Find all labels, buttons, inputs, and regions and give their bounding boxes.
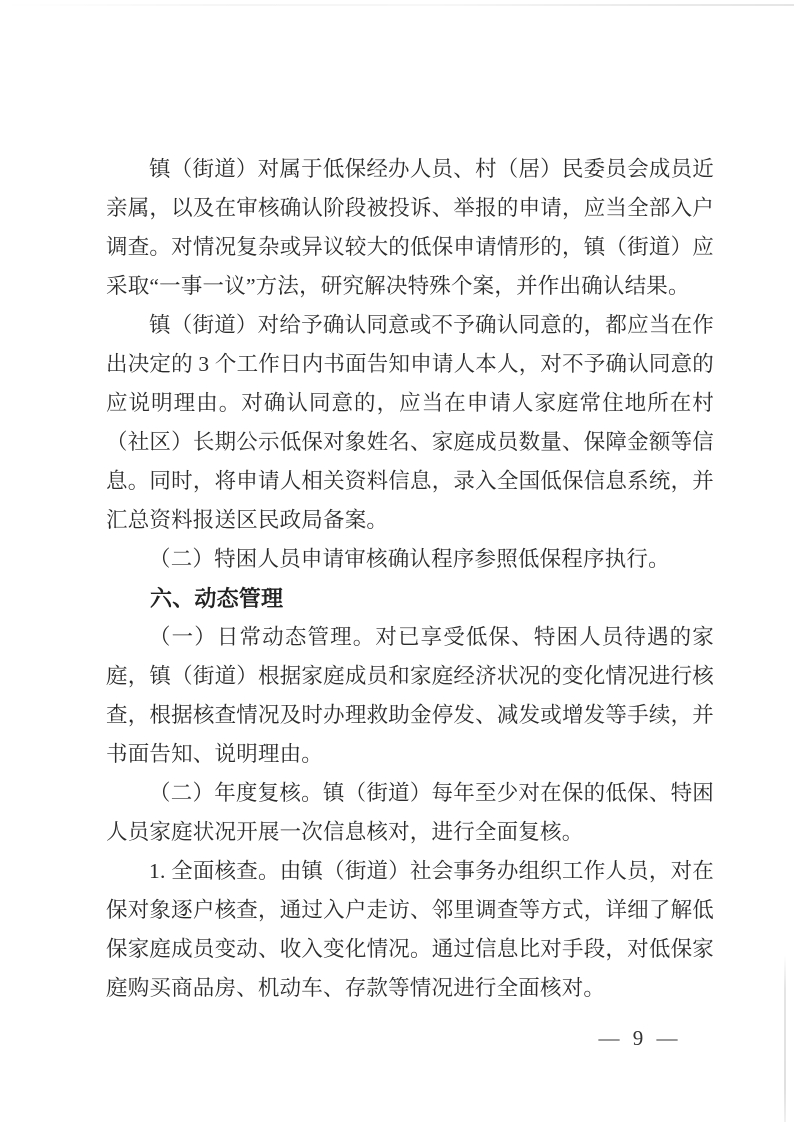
paragraph-household-investigation: 镇（街道）对属于低保经办人员、村（居）民委员会成员近亲属，以及在审核确认阶段被投诉、举报的申请，应当全部入户调查。对情况复杂或异议较大的低保申请情形的，镇（街道）应采取“一事一议”方法，研究解决特殊个案，并作出确认结果。 [106, 157, 714, 298]
scan-edge-top [0, 4, 794, 6]
paragraph-daily-dynamic-management: （一）日常动态管理。对已享受低保、特困人员待遇的家庭，镇（街道）根据家庭成员和家庭经济状况的变化情况进行核查，根据核查情况及时办理救助金停发、减发或增发等手续，并书面告知、说明理由。 [106, 625, 714, 766]
paragraph-confirmation-notice: 镇（街道）对给予确认同意或不予确认同意的，都应当在作出决定的 3 个工作日内书面告知申请人本人，对不予确认同意的应说明理由。对确认同意的，应当在申请人家庭常住地所在村（社区）长期公示低保对象姓名、家庭成员数量、保障金额等信息。同时，将申请人相关资料信息，录入全国低保信息系统，并汇总资料报送区民政局备案。 [106, 313, 715, 532]
paragraph-annual-review: （二）年度复核。镇（街道）每年至少对在保的低保、特困人员家庭状况开展一次信息核对，进行全面复核。 [106, 781, 714, 844]
paragraph-tekun-procedure: （二）特困人员申请审核确认程序参照低保程序执行。 [149, 547, 670, 571]
page-number: — 9 — [598, 1026, 682, 1050]
paragraph-full-verification: 1. 全面核查。由镇（街道）社会事务办组织工作人员，对在保对象逐户核查，通过入户走访、邻里调查等方式，详细了解低保家庭成员变动、收入变化情况。通过信息比对手段，对低保家庭购买商品房、机动车、存款等情况进行全面核对。 [106, 859, 714, 1000]
section-heading-dynamic-management: 六、动态管理 [150, 586, 284, 611]
scan-edge-right [784, 955, 786, 1122]
document-body [106, 150, 714, 1008]
